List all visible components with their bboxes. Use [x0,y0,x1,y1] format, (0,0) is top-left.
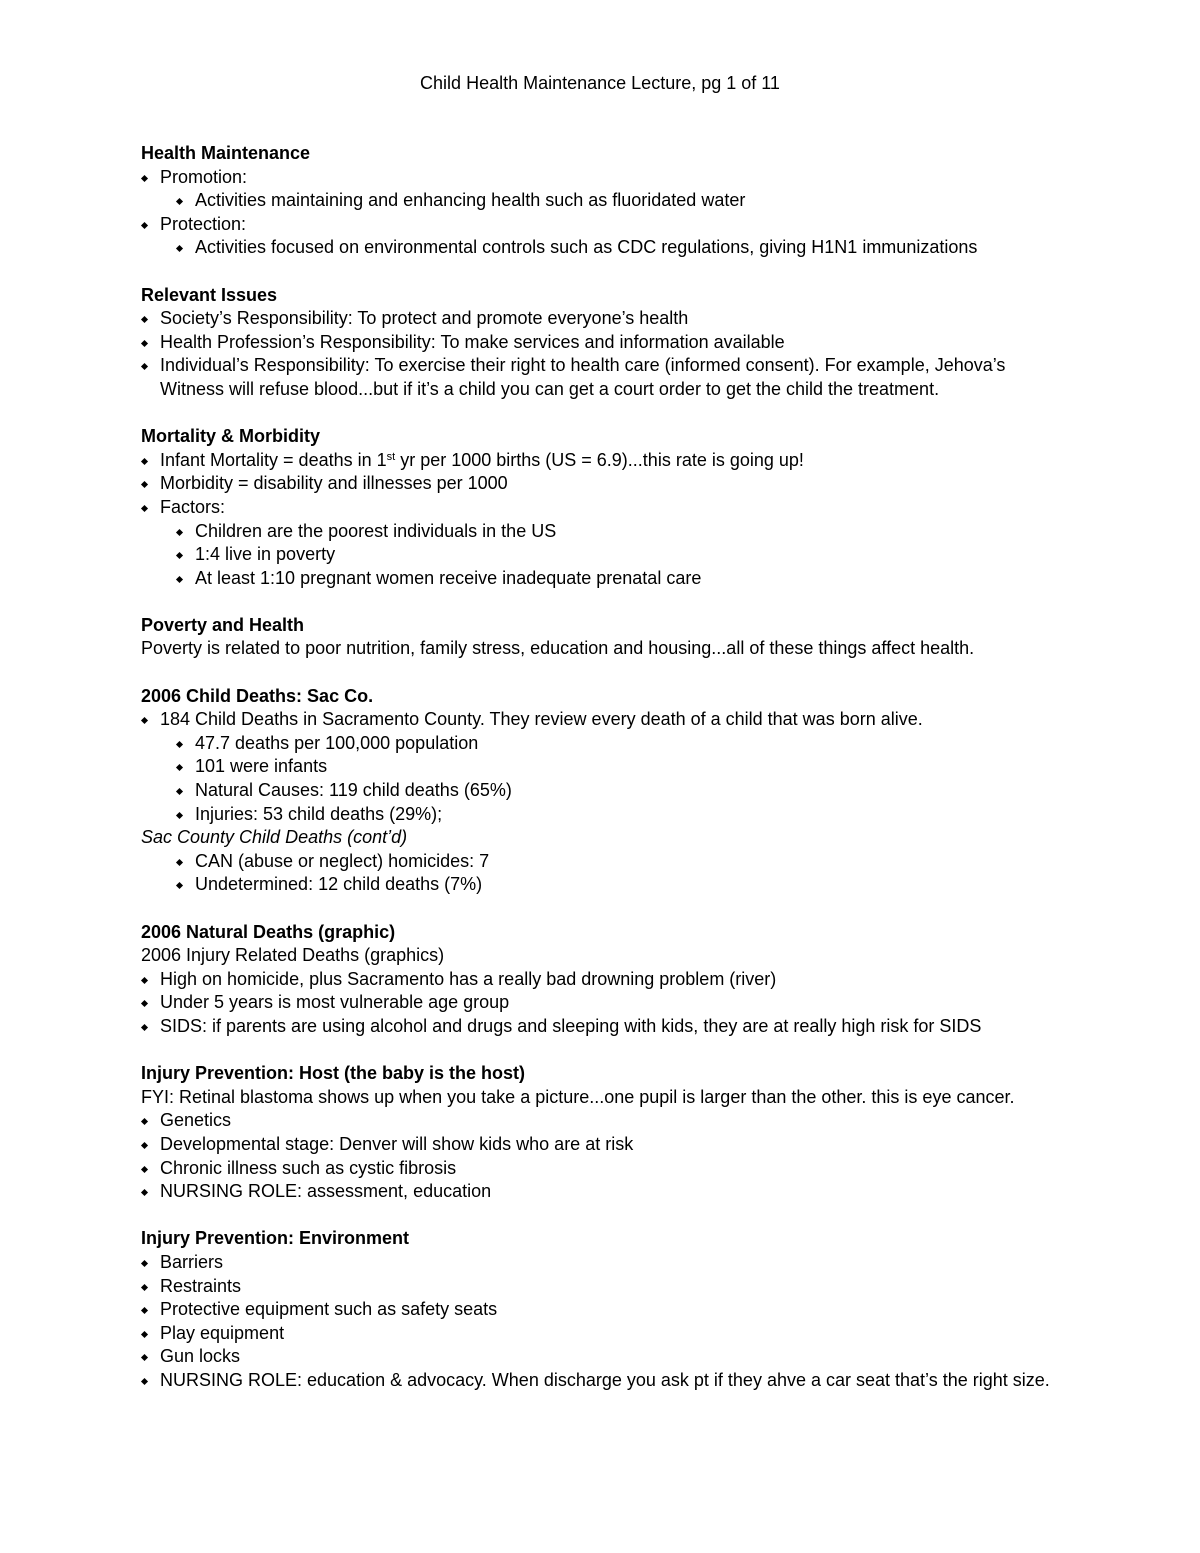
sub-list-item: 47.7 deaths per 100,000 population [141,732,1071,756]
infant-mortality-text-cont: yr per 1000 births (US = 6.9)...this rate is going up! [395,449,804,470]
list-item: Under 5 years is most vulnerable age group [141,991,1071,1015]
bullet-list [141,968,1071,1039]
list-item: Developmental stage: Denver will show kids who are at risk [141,1133,1071,1157]
list-item: Morbidity = disability and illnesses per 1000 [141,472,1071,496]
list-item: Society’s Responsibility: To protect and promote everyone’s health [141,307,1071,331]
sub-list-item: Natural Causes: 119 child deaths (65%) [141,779,1071,803]
list-item: Individual’s Responsibility: To exercise their right to health care (informed consent). For example, Jehova’s Witness will refuse blood...but if it’s a child you can get a court order to get the child the treatment. [141,354,1071,401]
page-header: Child Health Maintenance Lecture, pg 1 of 11 [420,73,780,93]
section-poverty-health [141,614,1071,661]
sub-list-item: Children are the poorest individuals in the US [141,520,1071,544]
list-item: NURSING ROLE: education & advocacy. When discharge you ask pt if they ahve a car seat that’s the right size. [141,1369,1071,1393]
bullet-list [141,449,1071,591]
document-body [141,142,1071,1416]
section-child-deaths [141,685,1071,897]
list-item: High on homicide, plus Sacramento has a really bad drowning problem (river) [141,968,1071,992]
paragraph: Poverty is related to poor nutrition, family stress, education and housing...all of these things affect health. [141,638,975,659]
list-item: SIDS: if parents are using alcohol and drugs and sleeping with kids, they are at really high risk for SIDS [141,1015,1071,1039]
section-heading: Health Maintenance [141,143,311,163]
list-item: Protective equipment such as safety seats [141,1298,1071,1322]
list-item: Restraints [141,1275,1071,1299]
sub-list-item: Injuries: 53 child deaths (29%); [141,803,1071,827]
list-item: Health Profession’s Responsibility: To make services and information available [141,331,1071,355]
sub-list-item: At least 1:10 pregnant women receive inadequate prenatal care [141,567,1071,591]
section-heading: Injury Prevention: Host (the baby is the host) [141,1063,526,1084]
list-item: Genetics [141,1109,1071,1133]
list-item: 184 Child Deaths in Sacramento County. They review every death of a child that was born alive. [141,708,1071,732]
section-relevant-issues [141,284,1071,402]
section-heading: Poverty and Health [141,614,305,635]
bullet-list [141,307,1071,401]
sub-list-item: CAN (abuse or neglect) homicides: 7 [141,850,1071,874]
section-heading: Relevant Issues [141,284,278,305]
list-item: NURSING ROLE: assessment, education [141,1180,1071,1204]
sub-list-item: Activities maintaining and enhancing health such as fluoridated water [141,189,1071,213]
superscript: st [386,450,396,463]
sub-list-item: Undetermined: 12 child deaths (7%) [141,873,1071,897]
list-item: Play equipment [141,1322,1071,1346]
sub-list-item: Activities focused on environmental controls such as CDC regulations, giving H1N1 immunizations [141,236,1071,260]
list-item: Barriers [141,1251,1071,1275]
list-item-infant-mortality [141,449,1071,473]
paragraph: 2006 Injury Related Deaths (graphics) [141,945,445,966]
section-heading: 2006 Natural Deaths (graphic) [141,921,396,942]
section-mortality-morbidity [141,425,1071,590]
section-health-maintenance [141,142,1071,260]
list-item: Gun locks [141,1345,1071,1369]
list-item: Protection: [141,213,1071,237]
sub-list-item: 101 were infants [141,755,1071,779]
section-heading: 2006 Child Deaths: Sac Co. [141,685,374,706]
list-item: Factors: [141,496,1071,520]
section-natural-deaths [141,921,1071,1039]
list-item: Promotion: [141,166,1071,190]
paragraph: FYI: Retinal blastoma shows up when you take a picture...one pupil is larger than the other. this is eye cancer. [141,1086,1015,1107]
bullet-list [141,1251,1071,1393]
section-heading: Mortality & Morbidity [141,426,320,447]
subheading: Sac County Child Deaths (cont’d) [141,827,408,848]
bullet-list [141,1109,1071,1203]
bullet-list [141,708,1071,826]
infant-mortality-text: Infant Mortality = deaths in 1 [160,449,387,470]
section-injury-environment [141,1227,1071,1392]
bullet-list [141,850,1071,897]
section-injury-host [141,1062,1071,1204]
section-heading: Injury Prevention: Environment [141,1228,410,1249]
list-item: Chronic illness such as cystic fibrosis [141,1157,1071,1181]
bullet-list [141,166,1071,260]
sub-list-item: 1:4 live in poverty [141,543,1071,567]
